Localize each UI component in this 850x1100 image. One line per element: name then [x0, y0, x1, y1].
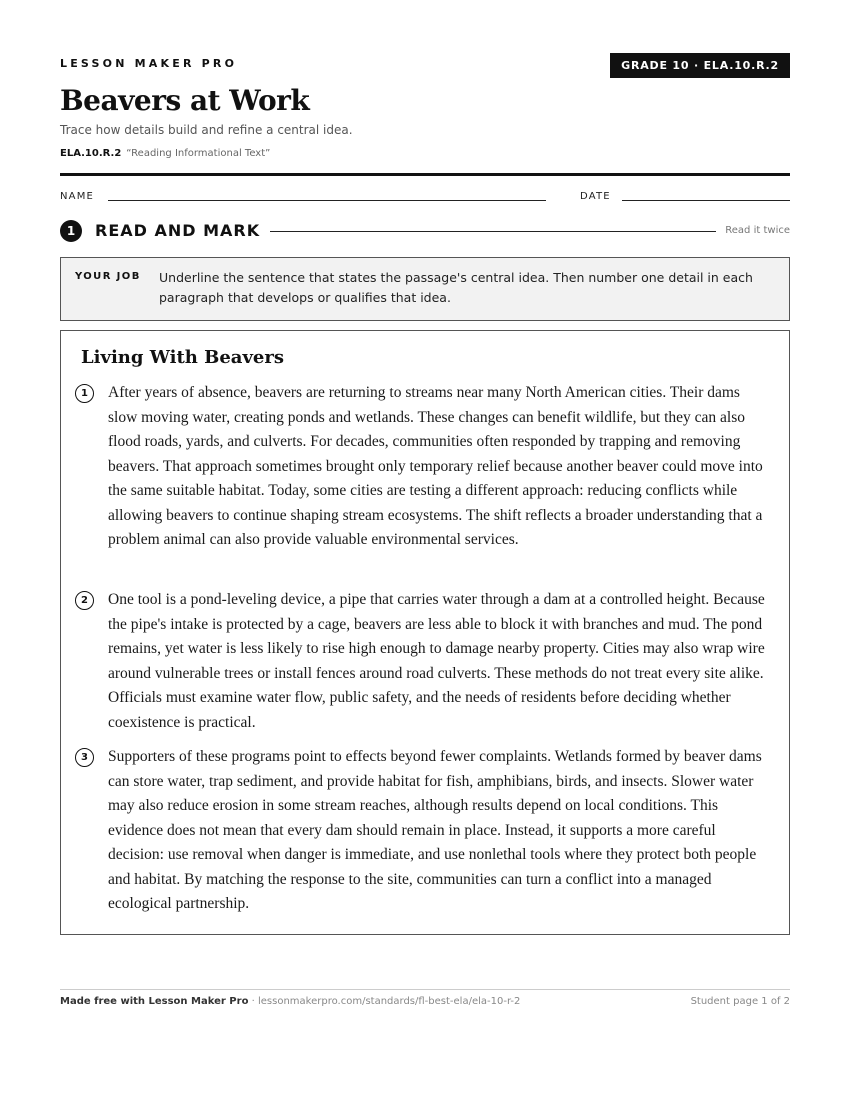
header-divider [60, 173, 790, 176]
standard-name: “Reading Informational Text” [126, 148, 271, 159]
passage-box [60, 330, 790, 935]
section-rule [270, 231, 716, 232]
paragraph: After years of absence, beavers are returning to streams near many North American cities. Their dams slow moving water, creating ponds and wetlands. These changes can benefit wildlife, but they can also flood roads, yards, and culverts. For decades, communities often responded by trapping and removing beavers. That approach sometimes brought only temporary relief because another beaver could move into the same suitable habitat. Today, some cities are testing a different approach: reducing conflicts while allowing beavers to continue shaping stream ecosystems. The shift reflects a broader understanding that a problem animal can also provide valuable environmental services. [108, 384, 763, 548]
brand-name: LESSON MAKER PRO [60, 57, 238, 70]
footer-made-with: Made free with Lesson Maker Pro [60, 996, 249, 1007]
standard-line [60, 148, 270, 159]
section-number: 1 [60, 220, 82, 242]
date-label: DATE [580, 191, 611, 202]
footer-divider [60, 989, 790, 990]
section-title: READ AND MARK [95, 221, 261, 240]
paragraph-number: 2 [75, 591, 94, 610]
paragraph: Supporters of these programs point to effects beyond fewer complaints. Wetlands formed by beaver dams can store water, trap sediment, and provide habitat for fish, amphibians, birds, and insects. Slower water may also reduce erosion in some stream reaches, although results depend on local conditions. This evidence does not mean that every dam should remain in place. Instead, it supports a more careful decision: use removal when danger is immediate, and use nonlethal tools where they protect both people and habitat. By matching the response to the site, communities can turn a conflict into a managed ecological partnership. [108, 748, 762, 912]
footer-credit [60, 996, 520, 1007]
passage-title: Living With Beavers [81, 347, 284, 368]
section-hint: Read it twice [725, 225, 790, 236]
job-instructions: Underline the sentence that states the passage's central idea. Then number one detail in each paragraph that develops or qualifies that idea. [159, 270, 753, 305]
job-box [60, 257, 790, 321]
paragraph-number: 3 [75, 748, 94, 767]
standard-code: ELA.10.R.2 [60, 148, 122, 159]
section-header [60, 219, 790, 243]
footer-page-number: Student page 1 of 2 [690, 996, 790, 1007]
name-date-row [60, 191, 790, 207]
name-field[interactable] [108, 200, 546, 201]
job-label: YOUR JOB [75, 271, 141, 282]
paragraph-number: 1 [75, 384, 94, 403]
grade-badge: GRADE 10 · ELA.10.R.2 [610, 53, 790, 78]
page-subtitle: Trace how details build and refine a central idea. [60, 123, 353, 137]
page-title: Beavers at Work [60, 84, 310, 117]
name-label: NAME [60, 191, 95, 202]
footer-url[interactable]: · lessonmakerpro.com/standards/fl-best-ela/ela-10-r-2 [251, 996, 521, 1007]
date-field[interactable] [622, 200, 790, 201]
paragraph: One tool is a pond-leveling device, a pipe that carries water through a dam at a controlled height. Because the pipe's intake is protected by a cage, beavers are less able to block it with branches and mud. The pond remains, yet water is less likely to rise high enough to damage nearby property. Cities may also wrap wire around vulnerable trees or install fences around road culverts. These methods do not treat every site alike. Officials must examine water flow, public safety, and the needs of residents before deciding whether coexistence is practical. [108, 591, 765, 731]
